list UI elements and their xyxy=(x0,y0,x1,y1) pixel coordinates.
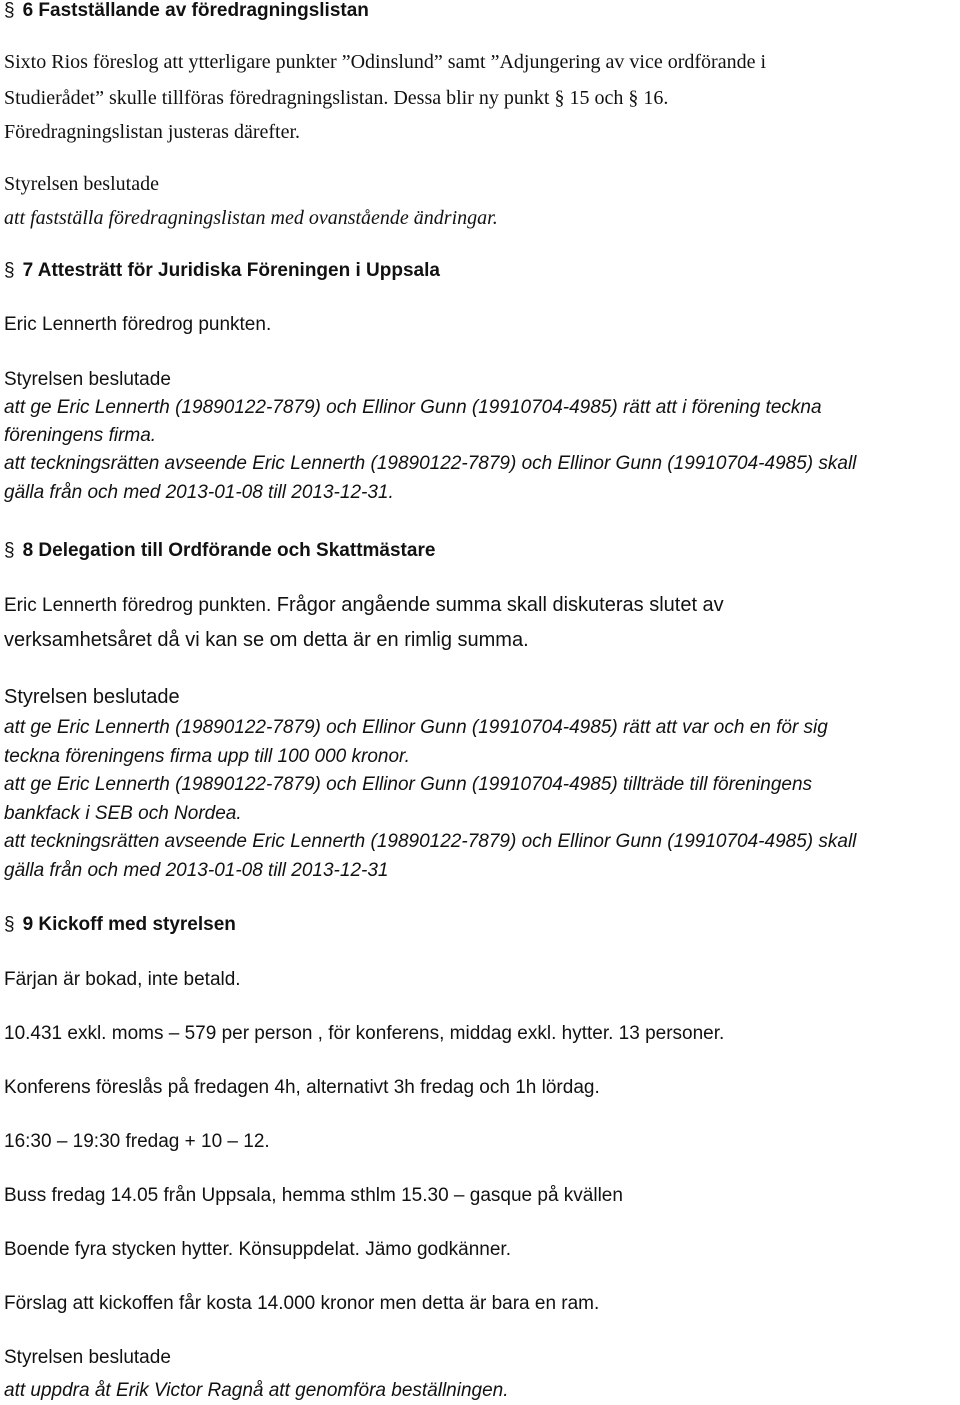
section-8-decision-line: gälla från och med 2013-01-08 till 2013-12-31 xyxy=(4,860,389,881)
section-9-decision-label: Styrelsen beslutade xyxy=(4,1347,171,1368)
section-9-heading: § 9 Kickoff med styrelsen xyxy=(4,914,236,935)
section-7-decision-line: gälla från och med 2013-01-08 till 2013-12-31. xyxy=(4,482,394,503)
section-6-decision: att fastställa föredragningslistan med ovanstående ändringar. xyxy=(4,207,498,229)
section-7-decision-line: föreningens firma. xyxy=(4,425,157,446)
section-8-intro: Eric Lennerth föredrog punkten. Frågor angående summa skall diskuteras slutet av xyxy=(4,594,724,616)
section-7-decision-line: att teckningsrätten avseende Eric Lennerth (19890122-7879) och Ellinor Gunn (19910704-4985) skall xyxy=(4,453,857,474)
section-7-heading: § 7 Attesträtt för Juridiska Föreningen i Uppsala xyxy=(4,260,440,281)
section-7-intro: Eric Lennerth föredrog punkten. xyxy=(4,314,272,335)
section-8-decision-line: att ge Eric Lennerth (19890122-7879) och Ellinor Gunn (19910704-4985) rätt att var och en för sig xyxy=(4,717,828,738)
section-8-intro-line: verksamhetsåret då vi kan se om detta är en rimlig summa. xyxy=(4,629,529,651)
section-9-note: Konferens föreslås på fredagen 4h, alternativt 3h fredag och 1h lördag. xyxy=(4,1077,600,1098)
section-8-decision-line: att teckningsrätten avseende Eric Lennerth (19890122-7879) och Ellinor Gunn (19910704-4985) skall xyxy=(4,831,857,852)
section-9-note: 16:30 – 19:30 fredag + 10 – 12. xyxy=(4,1131,270,1152)
section-9-decision: att uppdra åt Erik Victor Ragnå att genomföra beställningen. xyxy=(4,1380,509,1401)
section-9-note: Färjan är bokad, inte betald. xyxy=(4,969,241,990)
section-sign: § xyxy=(4,260,15,281)
section-8-decision-line: bankfack i SEB och Nordea. xyxy=(4,803,242,824)
section-6-decision-label: Styrelsen beslutade xyxy=(4,173,159,195)
section-8-decision-line: att ge Eric Lennerth (19890122-7879) och Ellinor Gunn (19910704-4985) tillträde till föreningens xyxy=(4,774,813,795)
section-6-text-line: Föredragningslistan justeras därefter. xyxy=(4,121,301,143)
section-sign: § xyxy=(4,540,15,561)
section-9-note: 10.431 exkl. moms – 579 per person , för konferens, middag exkl. hytter. 13 personer. xyxy=(4,1023,725,1044)
section-6-text-line: Sixto Rios föreslog att ytterligare punkter ”Odinslund” samt ”Adjungering av vice ordförande i xyxy=(4,51,767,73)
section-sign: § xyxy=(4,914,15,935)
section-8-decision-line: teckna föreningens firma upp till 100 000 kronor. xyxy=(4,746,410,767)
section-8-heading: § 8 Delegation till Ordförande och Skattmästare xyxy=(4,540,436,561)
section-sign: § xyxy=(4,0,15,21)
section-6-heading: § 6 Fastställande av föredragningslistan xyxy=(4,0,369,21)
section-8-decision-label: Styrelsen beslutade xyxy=(4,686,180,708)
section-6-text-line: Studierådet” skulle tillföras föredragningslistan. Dessa blir ny punkt § 15 och § 16. xyxy=(4,87,669,109)
section-9-note: Förslag att kickoffen får kosta 14.000 kronor men detta är bara en ram. xyxy=(4,1293,600,1314)
section-7-decision-line: att ge Eric Lennerth (19890122-7879) och Ellinor Gunn (19910704-4985) rätt att i förening teckna xyxy=(4,397,822,418)
section-7-decision-label: Styrelsen beslutade xyxy=(4,369,171,390)
section-9-note: Buss fredag 14.05 från Uppsala, hemma sthlm 15.30 – gasque på kvällen xyxy=(4,1185,623,1206)
section-9-note: Boende fyra stycken hytter. Könsuppdelat. Jämo godkänner. xyxy=(4,1239,511,1260)
